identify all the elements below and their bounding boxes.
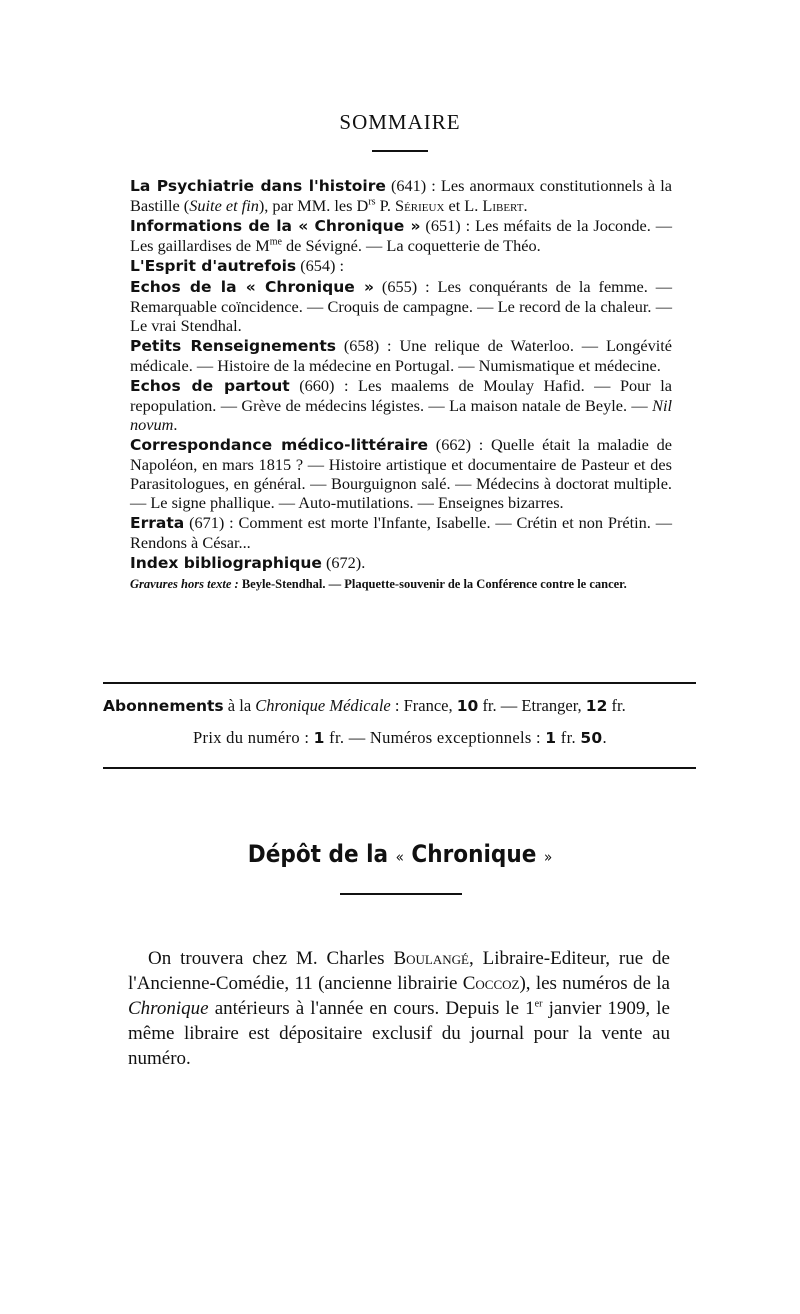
- toc-entry-echos-partout: Echos de partout (660) : Les maalems de Moulay Hafid. — Pour la repopulation. — Grève de médecins légistes. — La maison natale de Beyle. — Nil novum.: [130, 376, 672, 434]
- page-title: SOMMAIRE: [339, 110, 461, 134]
- toc-entry-petits-renseignements: Petits Renseignements (658) : Une relique de Waterloo. — Longévité médicale. — Histoire de la médecine en Portugal. — Numismatique et médecine.: [130, 336, 672, 375]
- depot-heading: Dépôt de la « Chronique »: [247, 840, 553, 868]
- toc-entry-esprit: L'Esprit d'autrefois (654) :: [130, 256, 345, 275]
- toc-entry-psychiatrie: La Psychiatrie dans l'histoire (641) : Les anormaux constitutionnels à la Bastille (Suite et fin), par MM. les $D^{rs}$ P. Sérieux et L. Libert.: [130, 176, 672, 215]
- toc-entry-errata: Errata (671) : Comment est morte l'Infante, Isabelle. — Crétin et non Prétin. — Rendons à César...: [130, 513, 672, 552]
- price-line: Prix du numéro : 1 fr. — Numéros exceptionnels : 1 fr. 50.: [193, 728, 607, 747]
- title-divider: [372, 150, 428, 152]
- toc-entry-echos-chronique: Echos de la « Chronique » (655) : Les conquérants de la femme. — Remarquable coïncidence. — Croquis de campagne. — Le record de la chaleur. — Le vrai Stendhal.: [130, 277, 672, 335]
- toc-entry-informations: Informations de la « Chronique » (651) : Les méfaits de la Joconde. — Les gaillardises de $M^{me}$ de Sévigné. — La coquetterie de Théo.: [130, 216, 672, 255]
- gravures-note: Gravures hors texte : Beyle-Stendhal. — Plaquette-souvenir de la Conférence contre le cancer.: [130, 577, 627, 591]
- depot-paragraph: On trouvera chez M. Charles Boulangé, Libraire-Editeur, rue de l'Ancienne-Comédie, 11 (ancienne librairie Coccoz), les numéros de la Chronique antérieurs à l'année en cours. Depuis le 1er janvier 1909, le même libraire est dépositaire exclusif du journal pour la vente au numéro.: [128, 948, 670, 1069]
- divider-bottom: [103, 767, 696, 769]
- toc-entry-correspondance: Correspondance médico-littéraire (662) : Quelle était la maladie de Napoléon, en mars 1815 ? — Histoire artistique et documentaire de Pasteur et des Parasitologues, en général. — Bourguignon salé. — Médecins à doctorat multiple. — Le signe phallique. — Auto-mutilations. — Enseignes bizarres.: [130, 435, 672, 512]
- depot-divider: [340, 893, 462, 895]
- toc-entry-index: Index bibliographique (672).: [130, 553, 366, 572]
- subscription-line: Abonnements à la Chronique Médicale : France, 10 fr. — Etranger, 12 fr.: [103, 696, 626, 715]
- divider-top: [103, 682, 696, 684]
- table-of-contents: [130, 176, 672, 593]
